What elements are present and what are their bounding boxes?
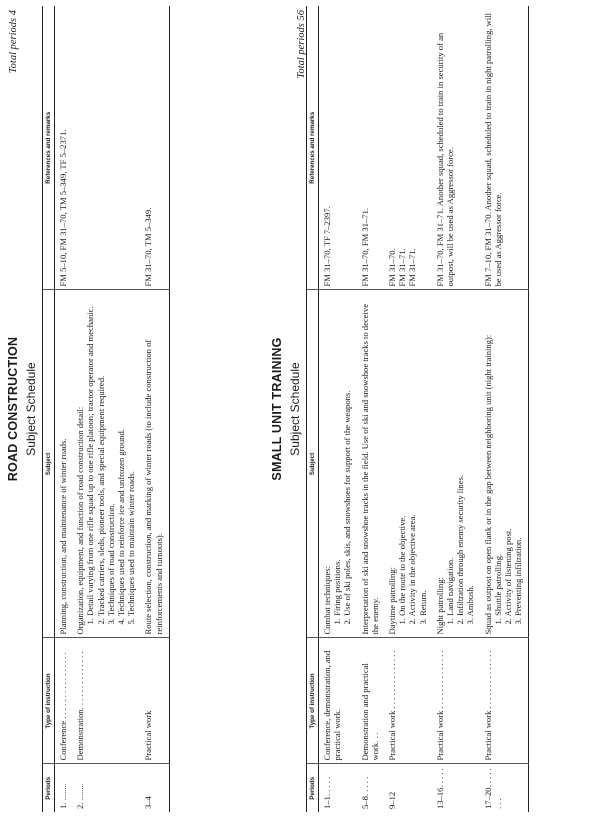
references-cell — [72, 6, 140, 290]
references-cell — [319, 6, 357, 290]
subject-cell — [319, 290, 357, 638]
subject-item: 3. Techniques of road construction. — [105, 503, 116, 625]
type-cell: Practical work . . . . . . . . . . . . . . — [432, 638, 480, 764]
col-type: Type of instruction — [43, 638, 55, 764]
small-unit-training-section — [270, 6, 529, 812]
col-references: References and remarks — [307, 6, 319, 290]
col-periods: Periods — [307, 764, 319, 812]
subject-text: Route selection, construction, and marking of winter roads (to include construction of reinforcements and turnouts). — [143, 339, 164, 635]
subject-cell — [72, 290, 140, 638]
subject-items — [397, 294, 428, 635]
subject-item: 1. Detail varying from one rifle squad up to one rifle platoon; tractor operator and mechanic. — [85, 306, 96, 625]
subject-cell — [384, 290, 432, 638]
references-cell — [432, 6, 480, 290]
total-periods: Total periods 56 — [296, 10, 307, 79]
section-title: SMALL UNIT TRAINING — [270, 337, 284, 481]
subject-item: 1. Shuttle patrolling. — [492, 553, 503, 625]
type-cell: Conference, demonstration, and practical work. — [319, 638, 357, 764]
col-periods: Periods — [43, 764, 55, 812]
references-cell — [140, 6, 169, 290]
references-cell — [480, 6, 529, 290]
road-construction-section — [6, 6, 170, 812]
subject-item: 2. Activity of listening post. — [503, 528, 514, 625]
total-periods: Total periods 4 — [8, 10, 19, 74]
subject-cell — [480, 290, 529, 638]
reference-text: FM 31–70. — [387, 248, 398, 287]
reference-text: FM 5–10, FM 31–70, TM 5–349, TF 5–2371. — [58, 129, 68, 287]
subject-item: 3. Preventing infiltration. — [513, 537, 524, 625]
type-cell: Practical work . . . . . . . . . . . . . . — [384, 638, 432, 764]
subject-items — [445, 294, 476, 635]
table-row — [72, 6, 140, 812]
subject-item: 2. Activity in the objective area. — [407, 514, 418, 625]
subject-item: 3. Ambush. — [465, 585, 476, 625]
schedule-body — [319, 6, 529, 812]
table-row — [319, 6, 357, 812]
subject-item: 3. Return. — [417, 590, 428, 625]
type-cell: Practical work . . . . . . . . . . . . . . — [480, 638, 529, 764]
subject-items — [493, 294, 524, 635]
subject-text: Organization, equipment, and function of road construction detail: — [75, 406, 86, 635]
reference-text: FM 31–70, FM 31–71. — [359, 207, 370, 287]
type-cell: Demonstration and practical work. . . — [357, 638, 384, 764]
subject-item: 2. Tracked carriers, sleds, pioneer tools, and special equipment required. — [95, 375, 106, 625]
subject-cell — [55, 290, 73, 638]
subject-item: 1. Land navigation. — [445, 557, 456, 625]
periods-cell: 17–20. . . . . . . . — [482, 768, 503, 809]
subject-cell — [357, 290, 384, 638]
col-type: Type of instruction — [307, 638, 319, 764]
subject-text: Night patrolling: — [434, 576, 445, 635]
reference-text: FM 31–70, FM 31–71. Another squad, scheduled to train in security of an outpost, will be used as Aggressor force. — [434, 32, 456, 287]
periods-cell: 1–1. . . . . — [322, 776, 332, 809]
periods-cell: 2. ........ — [75, 783, 86, 809]
table-row — [357, 6, 384, 812]
table-row — [480, 6, 529, 812]
periods-cell: 3–4 — [143, 796, 154, 809]
subject-items — [85, 294, 136, 635]
subject-item: 5. Techniques used to maintain winter roads. — [126, 471, 137, 625]
table-row — [140, 6, 169, 812]
table-row — [55, 6, 73, 812]
type-cell: Demonstration. . . . . . . . . . . . . . — [72, 638, 140, 764]
subject-text: Interpretation of ski and snowshoe tracks in the field. Use of ski and snowshoe tracks to deceive the enemy. — [359, 303, 380, 635]
subject-text: Daytime patrolling: — [387, 566, 398, 635]
reference-text: FM 31–71. — [407, 248, 418, 287]
subject-text: Combat techniques: — [322, 566, 332, 635]
subject-cell — [432, 290, 480, 638]
subject-item: 2. Use of ski poles, skis, and snowshoes for support of the weapons. — [342, 390, 353, 625]
col-subject: Subject — [307, 290, 319, 638]
subject-items — [332, 294, 352, 635]
table-row — [384, 6, 432, 812]
reference-text: FM 31–71. — [397, 248, 408, 287]
section-subtitle: Subject Schedule — [24, 362, 38, 456]
subject-item: 1. On the route to the objective. — [397, 515, 408, 625]
table-row — [432, 6, 480, 812]
periods-cell: 13–16. . . . . — [434, 768, 445, 809]
type-cell: Conference . . . . . . . . . . . . . . . . — [55, 638, 73, 764]
col-subject: Subject — [43, 290, 55, 638]
type-cell: Practical work — [140, 638, 169, 764]
subject-item: 4. Techniques used to reinforce ice and unfrozen ground. — [116, 429, 127, 625]
reference-text: FM 7–10, FM 31–70. Another squad, scheduled to train in night patrolling, will be used as Aggressor force. — [482, 12, 503, 287]
references-cell — [357, 6, 384, 290]
reference-text: FM 31–70, TM 5–349. — [143, 207, 154, 287]
col-references: References and remarks — [43, 6, 55, 290]
periods-cell: 9–12 — [387, 791, 398, 809]
subject-cell — [140, 290, 169, 638]
periods-cell: 5–8. . . . . — [359, 776, 370, 809]
subject-text: Squad as outpost on open flank or in the gap between neighboring unit (night training): — [482, 334, 493, 635]
schedule-table — [42, 6, 170, 812]
schedule-table — [306, 6, 529, 812]
section-subtitle: Subject Schedule — [288, 362, 302, 456]
subject-text: Planning, construction, and maintenance of winter roads. — [58, 438, 68, 635]
references-cell — [384, 6, 432, 290]
reference-text: FM 31–70, TF 7–2397. — [322, 206, 332, 287]
periods-cell: 1. ........ — [58, 783, 68, 809]
schedule-body — [55, 6, 170, 812]
subject-item: 1. Firing positions. — [332, 559, 343, 625]
subject-item: 2. Infiltration through enemy security lines. — [455, 474, 466, 625]
section-title: ROAD CONSTRUCTION — [6, 336, 20, 482]
references-cell — [55, 6, 73, 290]
